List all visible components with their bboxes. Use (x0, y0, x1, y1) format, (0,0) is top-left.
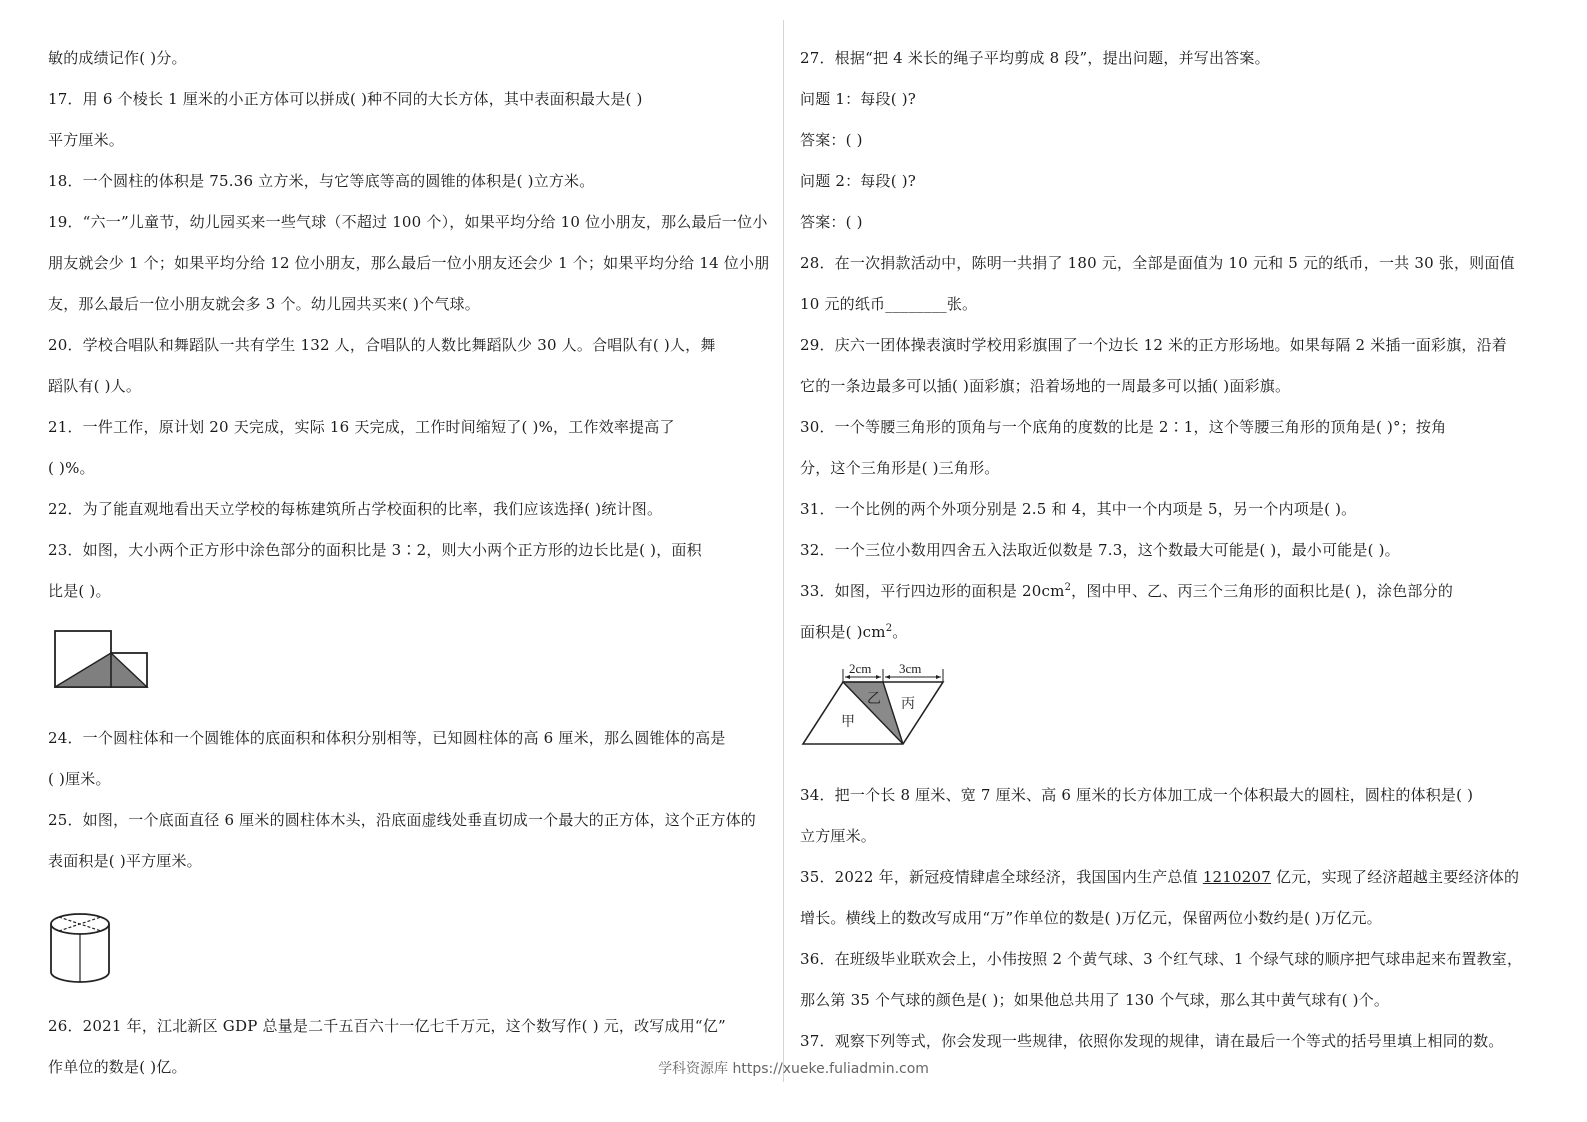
page-footer: 学科资源库 https://xueke.fuliadmin.com (658, 1061, 929, 1077)
question-17-line-1: 17．用 6 个棱长 1 厘米的小正方体可以拼成( )种不同的大长方体，其中表面积最大是( ) (48, 90, 643, 108)
question-28-line-1: 28．在一次捐款活动中，陈明一共捐了 180 元，全部是面值为 10 元和 5 元的纸币，一共 30 张，则面值 (800, 254, 1515, 272)
question-21-line-1: 21．一件工作，原计划 20 天完成，实际 16 天完成，工作时间缩短了( )%，工作效率提高了 (48, 418, 675, 436)
question-20-line-1: 20．学校合唱队和舞蹈队一共有学生 132 人，合唱队的人数比舞蹈队少 30 人。合唱队有( )人，舞 (48, 336, 716, 354)
parallelogram-diagram (800, 657, 950, 757)
label-2cm: 2cm (849, 661, 872, 676)
question-36-line-1: 36．在班级毕业联欢会上，小伟按照 2 个黄气球、3 个红气球、1 个绿气球的顺序把气球串起来布置教室， (800, 950, 1523, 968)
question-17-line-2: 平方厘米。 (48, 131, 125, 149)
question-27-problem-1: 问题 1：每段( )? (800, 90, 917, 108)
question-26-line-2: 作单位的数是( )亿。 (48, 1058, 187, 1076)
question-24-line-2: ( )厘米。 (48, 770, 111, 788)
q33-text-a: 33．如图，平行四边形的面积是 20cm (800, 582, 1065, 600)
question-27: 27．根据“把 4 米长的绳子平均剪成 8 段”，提出问题，并写出答案。 (800, 49, 1270, 67)
question-33-line-1 (800, 571, 1522, 612)
question-33-line-2 (800, 612, 1522, 653)
cylinder-diagram (48, 910, 128, 990)
question-23-line-1: 23．如图，大小两个正方形中涂色部分的面积比是 3∶2，则大小两个正方形的边长比是( )，面积 (48, 541, 702, 559)
question-28-line-2: 10 元的纸币________张。 (800, 295, 978, 313)
label-3cm: 3cm (899, 661, 922, 676)
q33-text-a-rest: ，图中甲、乙、丙三个三角形的面积比是( )，涂色部分的 (1071, 582, 1454, 600)
question-23-line-2: 比是( )。 (48, 582, 111, 600)
question-30-line-2: 分，这个三角形是( )三角形。 (800, 459, 1000, 477)
question-16-continued: 敏的成绩记作( )分。 (48, 49, 187, 67)
label-bing: 丙 (901, 696, 915, 712)
figure-parallelogram (800, 653, 1522, 775)
q33-text-b-rest: 。 (892, 623, 908, 641)
question-34-line-2: 立方厘米。 (800, 827, 877, 845)
question-24-line-1: 24．一个圆柱体和一个圆锥体的底面积和体积分别相等，已知圆柱体的高 6 厘米，那么圆锥体的高是 (48, 729, 726, 747)
label-yi: 乙 (867, 691, 881, 707)
question-29-line-1: 29．庆六一团体操表演时学校用彩旗围了一个边长 12 米的正方形场地。如果每隔 2 米插一面彩旗，沿着 (800, 336, 1507, 354)
question-37: 37．观察下列等式，你会发现一些规律，依照你发现的规律，请在最后一个等式的括号里填上相同的数。 (800, 1032, 1504, 1050)
figure-cylinder (48, 882, 770, 1006)
question-34-line-1: 34．把一个长 8 厘米、宽 7 厘米、高 6 厘米的长方体加工成一个体积最大的圆柱，圆柱的体积是( ) (800, 786, 1474, 804)
question-27-answer-2: 答案：( ) (800, 213, 863, 231)
q35-underlined-number: 1210207 (1202, 868, 1272, 886)
two-squares-diagram (54, 630, 164, 700)
question-20-line-2: 蹈队有( )人。 (48, 377, 142, 395)
question-27-answer-1: 答案：( ) (800, 131, 863, 149)
question-18: 18．一个圆柱的体积是 75.36 立方米，与它等底等高的圆锥的体积是( )立方米。 (48, 172, 595, 190)
question-25-line-1: 25．如图，一个底面直径 6 厘米的圆柱体木头，沿底面虚线处垂直切成一个最大的正方体，这个正方体的 (48, 811, 756, 829)
question-29-line-2: 它的一条边最多可以插( )面彩旗；沿着场地的一周最多可以插( )面彩旗。 (800, 377, 1291, 395)
q35-text-pre: 35．2022 年，新冠疫情肆虐全球经济，我国国内生产总值 (800, 868, 1203, 886)
question-19-line-2: 朋友就会少 1 个；如果平均分给 12 位小朋友，那么最后一位小朋友还会少 1 个；如果平均分给 14 位小朋 (48, 254, 770, 272)
question-19-line-1: 19．“六一”儿童节，幼儿园买来一些气球（不超过 100 个），如果平均分给 10 位小朋友，那么最后一位小 (48, 213, 768, 231)
figure-two-squares (48, 612, 770, 718)
question-35-line-2: 增长。横线上的数改写成用“万”作单位的数是( )万亿元，保留两位小数约是( )万亿元。 (800, 909, 1382, 927)
question-21-line-2: ( )%。 (48, 459, 95, 477)
q33-superscript-b: 2 (885, 623, 893, 634)
q33-text-b: 面积是( )cm (800, 623, 886, 641)
right-column (800, 38, 1522, 1062)
q35-text-post: 亿元，实现了经济超越主要经济体的 (1271, 868, 1520, 886)
column-divider (783, 20, 784, 1082)
question-35-line-1 (800, 857, 1522, 898)
label-jia: 甲 (841, 714, 855, 730)
question-30-line-1: 30．一个等腰三角形的顶角与一个底角的度数的比是 2∶1，这个等腰三角形的顶角是( )°；按角 (800, 418, 1447, 436)
question-32: 32．一个三位小数用四舍五入法取近似数是 7.3，这个数最大可能是( )，最小可能是( )。 (800, 541, 1400, 559)
question-27-problem-2: 问题 2：每段( )? (800, 172, 917, 190)
question-36-line-2: 那么第 35 个气球的颜色是( )；如果他总共用了 130 个气球，那么其中黄气球有( )个。 (800, 991, 1390, 1009)
question-25-line-2: 表面积是( )平方厘米。 (48, 852, 202, 870)
left-column (48, 38, 770, 1088)
question-19-line-3: 友，那么最后一位小朋友就会多 3 个。幼儿园共买来( )个气球。 (48, 295, 480, 313)
question-31: 31．一个比例的两个外项分别是 2.5 和 4，其中一个内项是 5，另一个内项是( )。 (800, 500, 1357, 518)
question-22: 22．为了能直观地看出天立学校的每栋建筑所占学校面积的比率，我们应该选择( )统计图。 (48, 500, 663, 518)
question-26-line-1: 26．2021 年，江北新区 GDP 总量是二千五百六十一亿七千万元，这个数写作( ) 元，改写成用“亿” (48, 1017, 726, 1035)
q33-superscript-a: 2 (1064, 582, 1072, 593)
